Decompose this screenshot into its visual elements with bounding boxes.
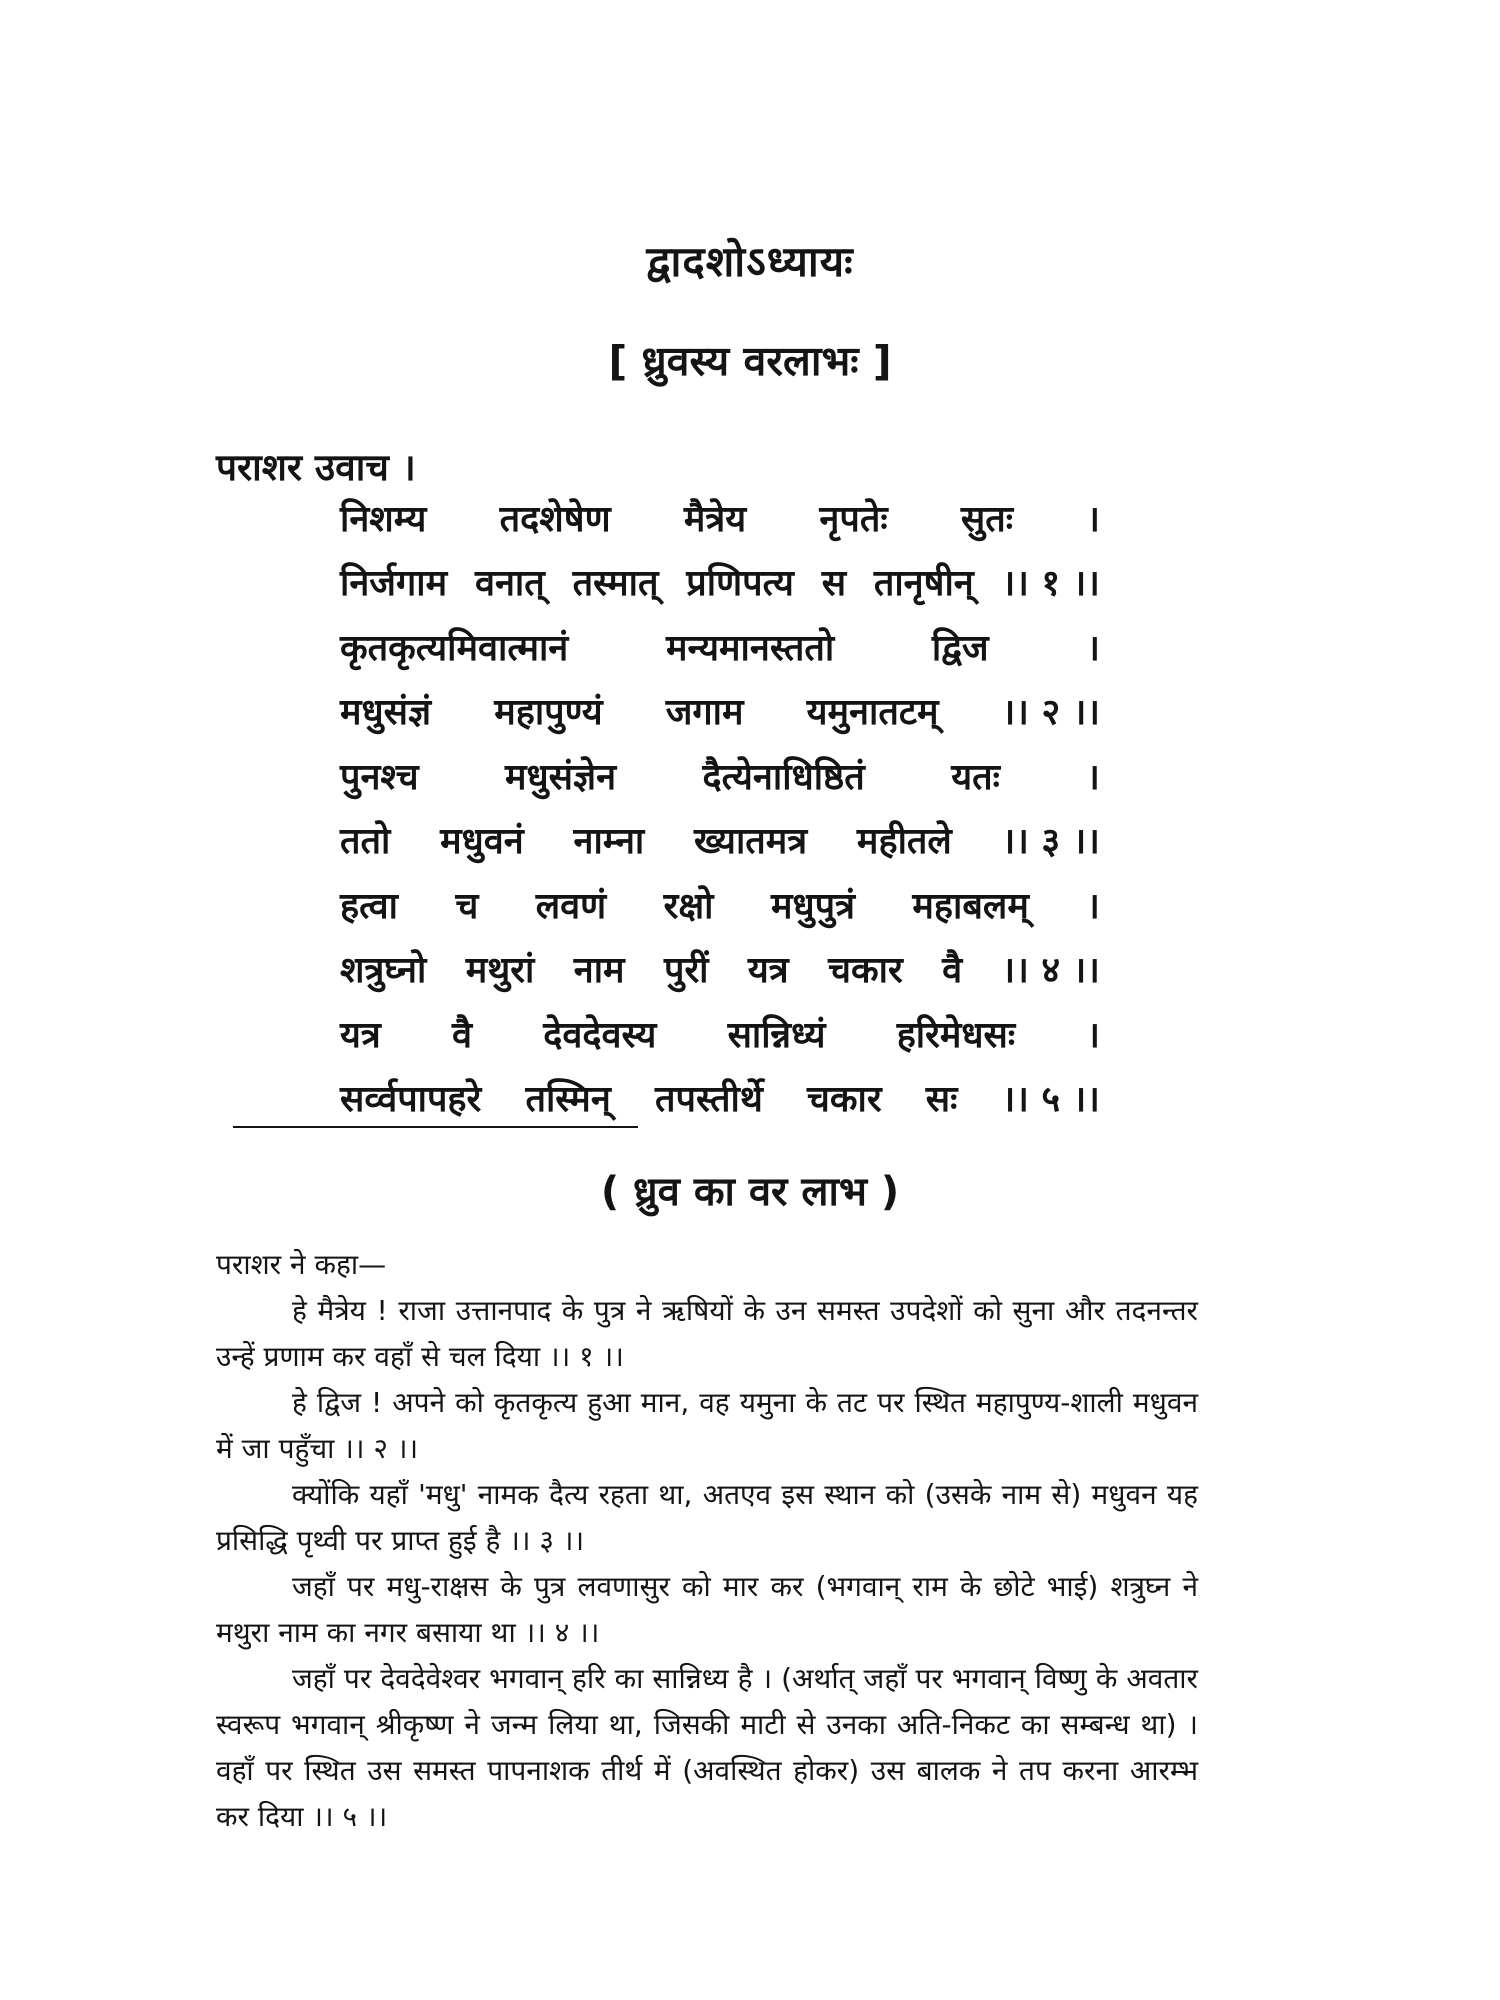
- verse-line: [340, 746, 1100, 810]
- verse-word: मथुरां: [465, 950, 535, 991]
- verse-word: सान्निध्यं: [727, 1015, 826, 1056]
- verse-word: तस्मात्: [572, 563, 659, 604]
- verse-word: सः: [925, 1079, 958, 1120]
- verse-word: महाबलम्: [912, 886, 1029, 927]
- verse-word: नाम: [573, 950, 625, 991]
- verse-word: चकार: [807, 1079, 882, 1120]
- verse-word: चकार: [828, 950, 903, 991]
- verse-word: मैत्रेय: [683, 499, 747, 540]
- verse-word: तानृषीन्: [873, 563, 974, 604]
- sanskrit-speaker: पराशर उवाच ।: [216, 446, 416, 489]
- verse-word: ।: [1086, 886, 1100, 927]
- verse-word: प्रणिपत्य: [686, 563, 794, 604]
- chapter-subtitle: [ ध्रुवस्य वरलाभः ]: [608, 337, 892, 385]
- verse-word: तस्मिन्: [525, 1079, 611, 1120]
- verse-word: मधुवनं: [440, 821, 524, 862]
- verse-word: वनात्: [474, 563, 545, 604]
- verse-word: हरिमेधसः: [896, 1015, 1016, 1056]
- verse-word: लवणं: [535, 886, 607, 927]
- verse-4: [340, 875, 1100, 1003]
- verse-line: [340, 617, 1100, 681]
- verse-line: [340, 488, 1100, 552]
- verse-word: दैत्येनाधिष्ठितं: [702, 757, 865, 798]
- verse-word: वै: [451, 1015, 472, 1056]
- verse-line: [340, 1004, 1100, 1068]
- translation-paragraph-3: क्योंकि यहाँ 'मधु' नामक दैत्य रहता था, अतएव इस स्थान को (उसके नाम से) मधुवन यह प्रसिद्धि पृथ्वी पर प्राप्त हुई है ।। ३ ।।: [216, 1478, 1198, 1557]
- verse-word: ततो: [340, 821, 391, 862]
- verse-line: [340, 681, 1100, 745]
- verse-word: यतः: [951, 757, 1000, 798]
- verse-word: ।। ५ ।।: [1001, 1079, 1100, 1120]
- verse-word: यत्र: [340, 1015, 381, 1056]
- verse-word: मधुसंज्ञं: [340, 692, 432, 733]
- translation-paragraph-2: हे द्विज ! अपने को कृतकृत्य हुआ मान, वह यमुना के तट पर स्थित महापुण्य-शाली मधुवन में जा पहुँचा ।। २ ।।: [216, 1386, 1198, 1465]
- chapter-title: द्वादशोऽध्यायः: [646, 237, 854, 286]
- verse-word: ।: [1086, 628, 1100, 669]
- verse-word: नाम्ना: [573, 821, 645, 862]
- verse-word: ।: [1086, 757, 1100, 798]
- verse-word: यमुनातटम्: [806, 692, 939, 733]
- verse-word: जगाम: [665, 692, 744, 733]
- verse-word: रक्षो: [663, 886, 714, 927]
- verse-word: द्विज: [931, 628, 989, 669]
- verse-word: मन्यमानस्ततो: [665, 628, 835, 669]
- verse-word: मधुसंज्ञेन: [505, 757, 617, 798]
- verse-word: सुतः: [960, 499, 1014, 540]
- verse-word: ।: [1086, 499, 1100, 540]
- translation-speaker: पराशर ने कहा—: [216, 1248, 387, 1281]
- verse-line: [340, 939, 1100, 1003]
- translation-paragraph-4: जहाँ पर मधु-राक्षस के पुत्र लवणासुर को मार कर (भगवान् राम के छोटे भाई) शत्रुघ्न ने मथुरा नाम का नगर बसाया था ।। ४ ।।: [216, 1570, 1198, 1649]
- verse-3: [340, 746, 1100, 874]
- verse-word: सर्व्वपापहरे: [340, 1079, 482, 1120]
- verse-word: ।। ४ ।।: [1001, 950, 1100, 991]
- verse-word: ।। ३ ।।: [1001, 821, 1100, 862]
- verse-word: पुरीं: [664, 950, 709, 991]
- verse-word: ।। २ ।।: [1001, 692, 1100, 733]
- verse-word: ।: [1086, 1015, 1100, 1056]
- verse-1: [340, 488, 1100, 616]
- verse-word: तपस्तीर्थे: [655, 1079, 763, 1120]
- verse-word: यत्र: [747, 950, 789, 991]
- verse-word: शत्रुघ्नो: [340, 950, 427, 991]
- verse-word: नृपतेः: [819, 499, 888, 540]
- verse-word: कृतकृत्यमिवात्मानं: [340, 628, 569, 669]
- verse-word: निशम्य: [340, 499, 427, 540]
- verse-word: महीतले: [856, 821, 952, 862]
- verse-word: मधुपुत्रं: [770, 886, 855, 927]
- verse-word: ।। १ ।।: [1001, 563, 1100, 604]
- translation-paragraphs: [216, 1288, 1198, 1840]
- verse-word: च: [455, 886, 479, 927]
- section-divider: [233, 1126, 638, 1128]
- translation-paragraph-1: हे मैत्रेय ! राजा उत्तानपाद के पुत्र ने ऋषियों के उन समस्त उपदेशों को सुना और तदनन्तर उन्हें प्रणाम कर वहाँ से चल दिया ।। १ ।।: [216, 1294, 1198, 1373]
- translation-section: [216, 1242, 1198, 1840]
- verse-5: [340, 1004, 1100, 1132]
- verse-word: स: [821, 563, 847, 604]
- verse-line: [340, 552, 1100, 616]
- verse-word: पुनश्च: [340, 757, 419, 798]
- verse-word: हत्वा: [340, 886, 398, 927]
- verse-word: महापुण्यं: [494, 692, 603, 733]
- verse-word: निर्जगाम: [340, 563, 448, 604]
- verse-word: वै: [942, 950, 963, 991]
- verse-2: [340, 617, 1100, 745]
- verse-line: [340, 875, 1100, 939]
- translation-title: ( ध्रुव का वर लाभ ): [600, 1169, 900, 1215]
- verse-line: [340, 1068, 1100, 1132]
- translation-paragraph-5: जहाँ पर देवदेवेश्वर भगवान् हरि का सान्निध्य है । (अर्थात् जहाँ पर भगवान् विष्णु के अवतार स्वरूप भगवान् श्रीकृष्ण ने जन्म लिया था, जिसकी माटी से उनका अति-निकट का सम्बन्ध था) । वहाँ पर स्थित उस समस्त पापनाशक तीर्थ में (अवस्थित होकर) उस बालक ने तप करना आरम्भ कर दिया ।। ५ ।।: [216, 1662, 1198, 1833]
- verse-word: तदशेषेण: [499, 499, 611, 540]
- verse-line: [340, 810, 1100, 874]
- verse-word: ख्यातमत्र: [694, 821, 808, 862]
- verse-word: देवदेवस्य: [543, 1015, 657, 1056]
